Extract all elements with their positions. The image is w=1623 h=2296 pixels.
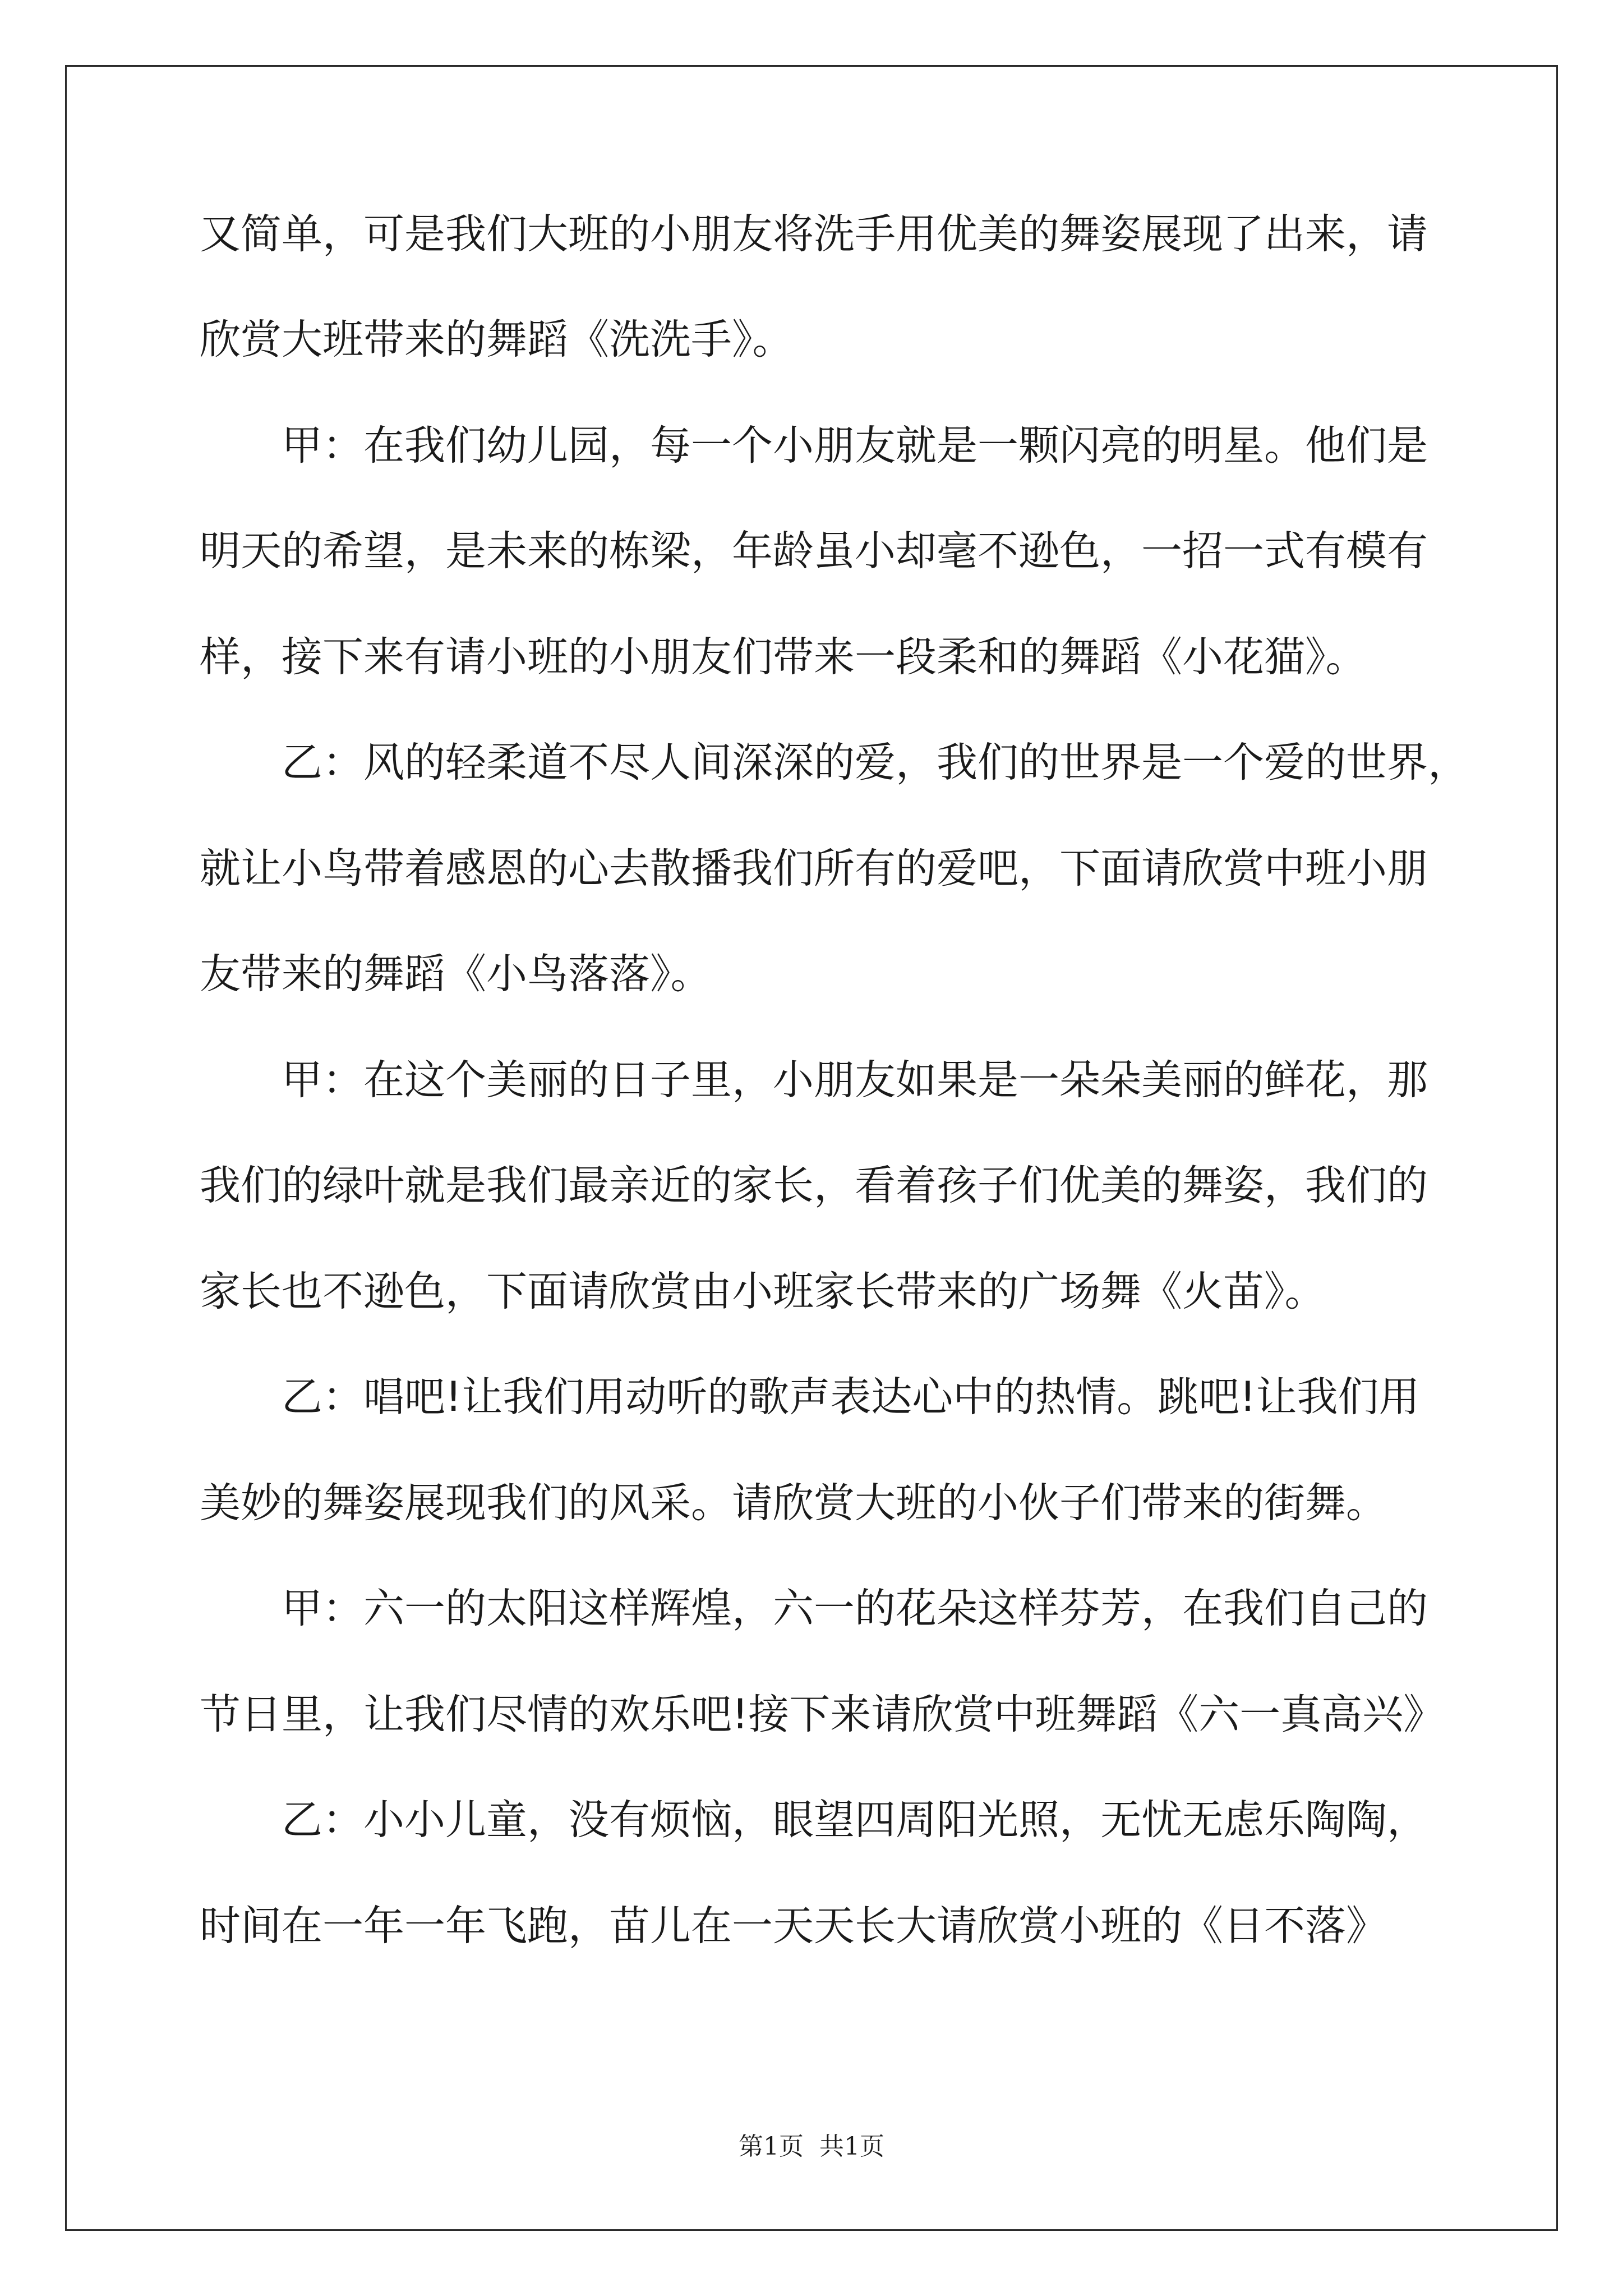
text-line: 家长也不逊色，下面请欣赏由小班家长带来的广场舞《火苗》。 xyxy=(200,1268,1326,1315)
text-line: 时间在一年一年飞跑，苗儿在一天天长大请欣赏小班的《日不落》 xyxy=(200,1902,1387,1950)
text-line: 明天的希望，是未来的栋梁，年龄虽小却毫不逊色，一招一式有模有 xyxy=(200,527,1428,575)
text-line: 友带来的舞蹈《小鸟落落》。 xyxy=(200,950,712,998)
text-line: 样，接下来有请小班的小朋友们带来一段柔和的舞蹈《小花猫》。 xyxy=(200,633,1367,681)
page-footer xyxy=(0,2126,1623,2162)
text-line: 节日里，让我们尽情的欢乐吧!接下来请欣赏中班舞蹈《六一真高兴》 xyxy=(200,1691,1445,1738)
text-line: 甲：在我们幼儿园，每一个小朋友就是一颗闪亮的明星。他们是 xyxy=(282,422,1428,470)
text-line: 甲：六一的太阳这样辉煌，六一的花朵这样芬芳，在我们自己的 xyxy=(282,1585,1428,1632)
page-number-total: 共1页 xyxy=(819,2132,884,2161)
text-line: 欣赏大班带来的舞蹈《洗洗手》。 xyxy=(200,316,794,364)
text-line: 甲：在这个美丽的日子里，小朋友如果是一朵朵美丽的鲜花，那 xyxy=(282,1056,1428,1104)
text-line: 乙：唱吧!让我们用动听的歌声表达心中的热情。跳吧!让我们用 xyxy=(282,1373,1420,1421)
text-line: 又简单，可是我们大班的小朋友将洗手用优美的舞姿展现了出来，请 xyxy=(200,210,1428,258)
text-line: 乙：小小儿童，没有烦恼，眼望四周阳光照，无忧无虑乐陶陶， xyxy=(282,1796,1428,1844)
page-number-current: 第1页 xyxy=(739,2132,804,2161)
text-line: 我们的绿叶就是我们最亲近的家长，看着孩子们优美的舞姿，我们的 xyxy=(200,1162,1428,1209)
text-line: 乙：风的轻柔道不尽人间深深的爱，我们的世界是一个爱的世界， xyxy=(282,739,1469,786)
text-line: 就让小鸟带着感恩的心去散播我们所有的爱吧，下面请欣赏中班小朋 xyxy=(200,845,1428,892)
text-line: 美妙的舞姿展现我们的风采。请欣赏大班的小伙子们带来的街舞。 xyxy=(200,1479,1387,1527)
